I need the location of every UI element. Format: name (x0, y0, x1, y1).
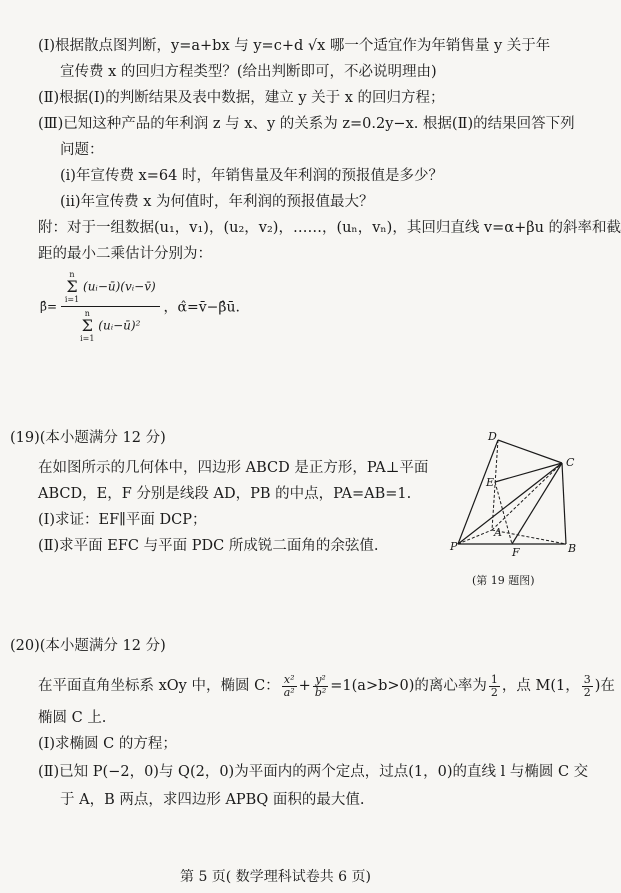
q18-part3-ii: (ⅱ)年宣传费 x 为何值时，年利润的预报值最大？ (60, 194, 374, 210)
q18-part3-line2: 问题： (60, 142, 104, 158)
q20-line1: 在平面直角坐标系 xOy 中，椭圆 C： $\frac{\text{x²}}{\text{a²}}$ + $\frac{\text{y²}}{\text{b²}}$ =1(a>b>0)的离心率为 $\frac{1}{2}$ ，点 M(1， $\frac{3}{2}$ )在 (38, 672, 615, 699)
q18-part3-line1: (Ⅲ)已知这种产品的年利润 z 与 x、y 的关系为 z=0.2y−x. 根据(Ⅱ)的结果回答下列 (38, 116, 575, 132)
q19-figure-caption: (第 19 题图) (472, 574, 535, 587)
sum-symbol-bottom: n Σ i=1 (80, 309, 95, 343)
q20-line1-text-c: ，点 M(1， (501, 678, 580, 694)
beta-fraction (61, 270, 160, 343)
q19-line2: ABCD，E，F 分别是线段 AD，PB 的中点，PA=AB=1. (38, 486, 412, 502)
q18-appendix-line1: 附：对于一组数据(u₁，v₁)，(u₂，v₂)，……，(uₙ，vₙ)，其回归直线 v=α+βu 的斜率和截 (38, 220, 621, 236)
q19-geometry-figure (450, 428, 580, 568)
alpha-formula: ，α̂=v̄−β̂ū. (163, 299, 240, 316)
q19-line1: 在如图所示的几何体中，四边形 ABCD 是正方形，PA⊥平面 (38, 460, 429, 476)
label-D: D (488, 430, 497, 443)
frac-one-half: $\frac{1}{2}$ (490, 672, 498, 699)
q18-part2: (Ⅱ)根据(Ⅰ)的判断结果及表中数据，建立 y 关于 x 的回归方程； (38, 90, 445, 106)
page-footer: 第 5 页( 数学理科试卷共 6 页) (180, 869, 371, 885)
sum-symbol-top: n Σ i=1 (64, 270, 80, 304)
q20-part2-line2: 于 A，B 两点，求四边形 APBQ 面积的最大值. (60, 792, 365, 808)
denominator-term: (uᵢ−ū)² (98, 318, 141, 333)
label-C: C (566, 456, 575, 469)
q19-part2: (Ⅱ)求平面 EFC 与平面 PDC 所成锐二面角的余弦值. (38, 538, 379, 554)
label-P: P (450, 540, 458, 553)
q20-part2-line1: (Ⅱ)已知 P(−2，0)与 Q(2，0)为平面内的两个定点，过点(1，0)的直线 l 与椭圆 C 交 (38, 764, 589, 780)
q18-part1-line2: 宣传费 x 的回归方程类型？(给出判断即可，不必说明理由) (60, 64, 437, 80)
frac-three-half: $\frac{3}{2}$ (583, 672, 591, 699)
label-A: A (494, 526, 502, 539)
numerator-term: (uᵢ−ū)(vᵢ−v̄) (83, 279, 156, 294)
q19-part1: (Ⅰ)求证：EF∥平面 DCP； (38, 512, 207, 528)
least-squares-formula (40, 270, 240, 343)
q20-header: (20)(本小题满分 12 分) (10, 638, 166, 654)
beta-hat: β̂= (40, 299, 57, 314)
frac-x2-a2: $\frac{\text{x²}}{\text{a²}}$ (283, 672, 295, 699)
q20-line1-text-a: 在平面直角坐标系 xOy 中，椭圆 C： (38, 678, 280, 694)
q18-part1-line1: (Ⅰ)根据散点图判断，y=a+bx 与 y=c+d √x 哪一个适宜作为年销售量 y 关于年 (38, 38, 551, 54)
label-E: E (486, 476, 495, 489)
q18-appendix-line2: 距的最小二乘估计分别为： (38, 246, 212, 262)
label-B: B (568, 542, 577, 555)
q19-header: (19)(本小题满分 12 分) (10, 430, 166, 446)
q18-part3-i: (ⅰ)年宣传费 x=64 时，年销售量及年利润的预报值是多少？ (60, 168, 443, 184)
q20-line1-text-d: )在 (594, 678, 615, 694)
q20-line2: 椭圆 C 上. (38, 710, 107, 726)
frac-y2-b2: $\frac{\text{y²}}{\text{b²}}$ (314, 672, 327, 699)
q20-part1: (Ⅰ)求椭圆 C 的方程； (38, 736, 177, 752)
q20-line1-text-b: =1(a>b>0)的离心率为 (330, 678, 487, 694)
label-F: F (512, 546, 520, 559)
